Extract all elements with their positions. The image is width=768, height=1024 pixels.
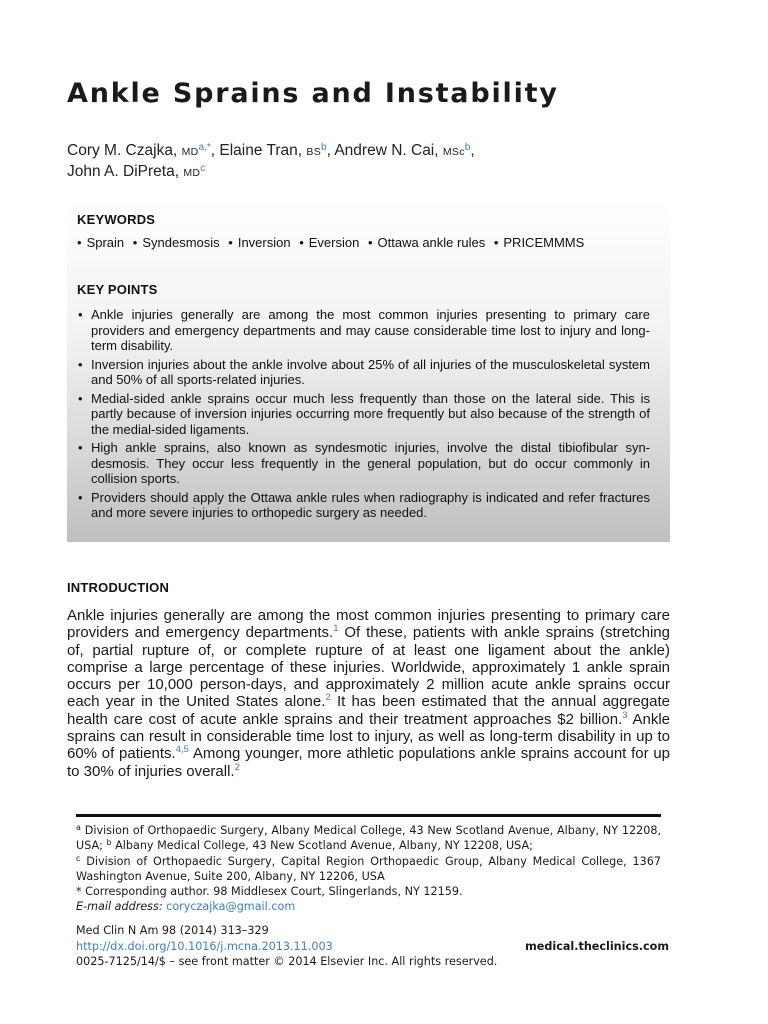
copyright-notice: 0025-7125/14/$ – see front matter © 2014 Elsevier Inc. All rights reserved. bbox=[76, 955, 498, 969]
keyword: Syndesmosis bbox=[142, 235, 220, 250]
keyword-bullet: • bbox=[493, 235, 499, 250]
key-point bbox=[77, 490, 650, 521]
author-separator: , bbox=[210, 142, 220, 159]
affiliation-mark: b bbox=[106, 838, 112, 848]
keyword: PRICEMMMS bbox=[503, 235, 585, 250]
keyword-bullet: • bbox=[228, 235, 233, 250]
email-label: E-mail address: bbox=[76, 900, 163, 914]
author-affiliation-mark[interactable]: a,* bbox=[198, 142, 211, 153]
author-name: Elaine Tran, bbox=[219, 142, 307, 159]
author-affiliation-mark[interactable]: c bbox=[200, 163, 206, 174]
affiliation-text: Division of Orthopaedic Surgery, Capital Region Orthopaedic Group, Albany Medical College, 1367 Washington Avenue, Suite 200, Albany, NY 12206, USA bbox=[76, 854, 661, 883]
author-degree: MD bbox=[181, 146, 199, 158]
keyword: Sprain bbox=[86, 235, 125, 250]
affiliation-ab bbox=[76, 823, 661, 854]
email-line bbox=[76, 899, 661, 914]
keyword: Eversion bbox=[308, 235, 360, 250]
keyword: Ottawa ankle rules bbox=[377, 235, 486, 250]
keywords-heading: KEYWORDS bbox=[77, 212, 156, 227]
keyword-bullet: • bbox=[132, 235, 138, 250]
key-point-text: Providers should apply the Ottawa ankle rules when radiography is indicated and refer fractures and more severe injuries to orthopedic surgery as needed. bbox=[91, 489, 650, 520]
key-point-text: Medial-sided ankle sprains occur much less frequently than those on the lateral side. This is partly because of inversion injuries occurring more frequently but also because of the strength of the medial-sided ligaments. bbox=[91, 390, 650, 437]
introduction-paragraph bbox=[67, 607, 670, 780]
affiliation-mark: c bbox=[76, 853, 81, 863]
author-separator: , bbox=[470, 142, 475, 159]
keyword: Inversion bbox=[237, 235, 291, 250]
key-point bbox=[77, 307, 650, 354]
key-point bbox=[77, 391, 650, 438]
affiliations-block bbox=[76, 823, 661, 915]
introduction-text: It has been estimated that the annual aggregate health care cost of acute ankle sprains and their treatment approaches $2 billion. bbox=[67, 693, 671, 728]
footnote-divider bbox=[76, 814, 661, 817]
keyword-bullet: • bbox=[299, 235, 304, 250]
key-point bbox=[77, 357, 650, 388]
citation-link[interactable]: 2 bbox=[234, 761, 240, 773]
article-title: Ankle Sprains and Instability bbox=[67, 78, 559, 109]
bullet-dot: • bbox=[78, 440, 83, 455]
journal-citation: Med Clin N Am 98 (2014) 313–329 bbox=[76, 924, 269, 937]
keyword-bullet: • bbox=[77, 235, 82, 250]
keyword-bullet: • bbox=[367, 235, 373, 250]
key-points-heading: KEY POINTS bbox=[77, 282, 158, 297]
author-affiliation-mark[interactable]: b bbox=[321, 142, 327, 153]
introduction-text: Of these, patients with ankle sprains (stretching of, partial rupture of, or complete rupture of at least one ligament about the ankle) comprise a large percentage of these injuries. Worldwide, approximately 1 ankle sprain occurs per 10,000 person-days, and approximately 2 million acute ankle sprains occur each year in the United States alone. bbox=[67, 624, 670, 711]
author-affiliation-mark[interactable]: b bbox=[464, 142, 471, 153]
email-link[interactable]: coryczajka@gmail.com bbox=[166, 900, 296, 914]
key-points-list bbox=[77, 307, 650, 524]
bullet-dot: • bbox=[78, 307, 83, 322]
author-name: Andrew N. Cai, bbox=[334, 142, 443, 159]
key-point-text: Ankle injuries generally are among the most common injuries presenting to primary care providers and emergency departments and may cause considerable time lost to injury and long-term disability. bbox=[91, 307, 650, 353]
affiliation-c bbox=[76, 854, 661, 885]
summary-box bbox=[67, 200, 670, 542]
affiliation-text: Division of Orthopaedic Surgery, Albany Medical College, 43 New Scotland Avenue, Albany, NY 12208, USA; bbox=[76, 824, 661, 853]
corresponding-author: * Corresponding author. 98 Middlesex Court, Slingerlands, NY 12159. bbox=[76, 885, 463, 899]
doi-link[interactable]: http://dx.doi.org/10.1016/j.mcna.2013.11.003 bbox=[76, 939, 333, 953]
bullet-dot: • bbox=[78, 356, 83, 372]
author-degree: BS bbox=[306, 146, 321, 158]
introduction-text: Ankle sprains can result in considerable time lost to injury, as well as long-term disability in up to 60% of patients. bbox=[67, 710, 670, 763]
citation-link[interactable]: 3 bbox=[622, 709, 628, 721]
key-point-text: Inversion injuries about the ankle involve about 25% of all injuries of the musculoskeletal system and 50% of all sports-related injuries. bbox=[91, 356, 650, 387]
author-list bbox=[67, 141, 687, 183]
key-point bbox=[77, 440, 650, 487]
introduction-text: Ankle injuries generally are among the most common injuries presenting to primary care providers and emergency departments. bbox=[67, 607, 670, 642]
affiliation-mark: a bbox=[76, 823, 81, 832]
journal-website[interactable]: medical.theclinics.com bbox=[525, 939, 669, 953]
bullet-dot: • bbox=[78, 390, 83, 406]
author-degree: MD bbox=[183, 167, 201, 179]
author-name: John A. DiPreta, bbox=[67, 163, 184, 180]
introduction-heading: INTRODUCTION bbox=[67, 580, 170, 595]
author-degree: MSc bbox=[442, 146, 465, 158]
citation-link[interactable]: 4,5 bbox=[175, 744, 189, 756]
key-point-text: High ankle sprains, also known as syndesmotic injuries, involve the distal tibiofibular syn-desmosis. They occur less frequently in the general population, but do occur commonly in collision sports. bbox=[91, 440, 650, 486]
affiliation-text: Albany Medical College, 43 New Scotland Avenue, Albany, NY 12208, USA; bbox=[111, 839, 533, 853]
author-name: Cory M. Czajka, bbox=[67, 142, 182, 159]
citation-link[interactable]: 1 bbox=[333, 623, 339, 635]
journal-footer bbox=[76, 923, 669, 970]
bullet-dot: • bbox=[78, 489, 83, 505]
author-separator: , bbox=[326, 142, 335, 159]
citation-link[interactable]: 2 bbox=[325, 692, 331, 704]
introduction-text: Among younger, more athletic populations ankle sprains account for up to 30% of injuries overall. bbox=[67, 745, 670, 780]
keywords-list bbox=[77, 235, 667, 250]
